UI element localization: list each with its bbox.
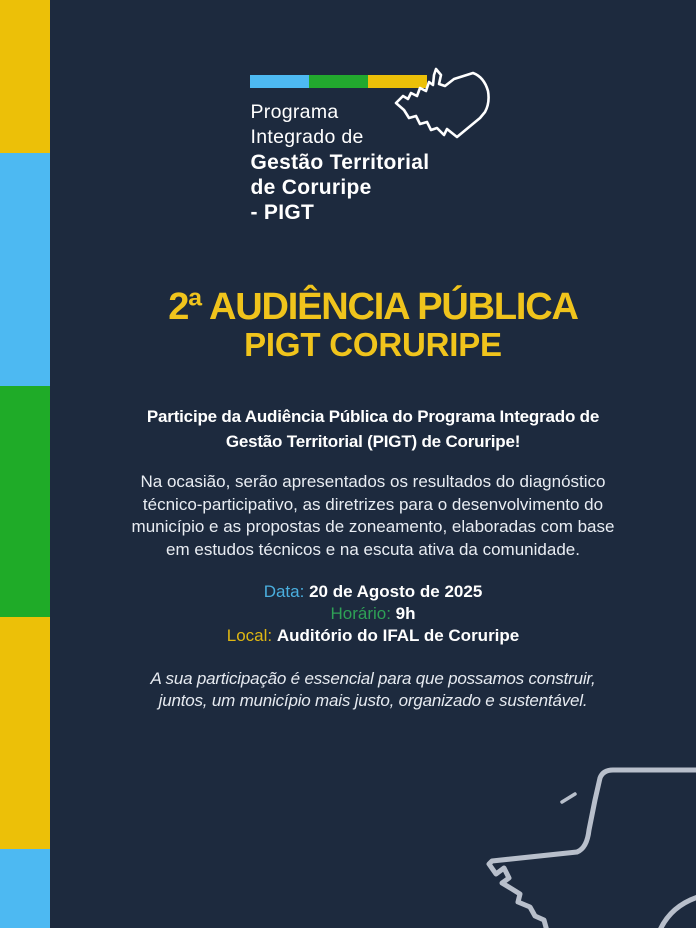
pigt-logo	[250, 60, 497, 222]
stripe-segment-yellow-lower	[0, 617, 50, 849]
closing-line: A sua participação é essencial para que possamos construir,	[150, 669, 596, 688]
logo-line: de Coruripe	[250, 176, 372, 199]
event-details	[50, 581, 696, 647]
detail-row-horario	[50, 603, 696, 625]
stripe-segment-blue-bottom	[0, 849, 50, 928]
body-line: técnico-participativo, as diretrizes para o desenvolvimento do	[142, 494, 604, 514]
stripe-segment-green	[0, 386, 50, 617]
detail-label-horario: Horário:	[330, 604, 391, 623]
intro-line: Participe da Audiência Pública do Programa Integrado de	[146, 407, 600, 426]
ghost-map-outline	[440, 730, 696, 928]
closing-paragraph	[50, 668, 696, 712]
logo-bar-green	[309, 75, 368, 88]
left-color-stripe	[0, 0, 50, 928]
detail-value-data: 20 de Agosto de 2025	[309, 582, 483, 601]
detail-value-horario: 9h	[395, 604, 416, 623]
body-paragraph	[50, 471, 696, 561]
logo-line: Programa	[250, 101, 339, 123]
logo-wordmark	[251, 100, 430, 225]
poster-content	[50, 0, 696, 712]
main-title-line1: 2ª AUDIÊNCIA PÚBLICA	[168, 286, 578, 328]
detail-label-local: Local:	[226, 626, 273, 645]
intro-paragraph	[50, 404, 696, 454]
ghost-map-dash	[562, 794, 575, 802]
body-line: em estudos técnicos e na escuta ativa da comunidade.	[166, 539, 580, 559]
logo-line: Integrado de	[250, 126, 364, 148]
stripe-segment-blue-upper	[0, 153, 50, 386]
logo-bar-blue	[250, 75, 309, 88]
body-line: município e as propostas de zoneamento, elaboradas com base	[131, 517, 615, 536]
logo-line: - PIGT	[250, 201, 315, 224]
detail-row-local	[50, 625, 696, 647]
body-line: Na ocasião, serão apresentados os resultados do diagnóstico	[140, 472, 606, 491]
ghost-map-outline-path	[489, 770, 696, 928]
logo-line: Gestão Territorial	[250, 151, 430, 174]
stripe-segment-yellow-top	[0, 0, 50, 153]
main-title-line2: PIGT CORURIPE	[244, 326, 502, 363]
detail-row-data	[50, 581, 696, 603]
intro-line: Gestão Territorial (PIGT) de Coruripe!	[225, 432, 521, 451]
detail-label-data: Data:	[263, 582, 305, 601]
main-title	[50, 287, 696, 362]
ghost-circle-arc	[660, 897, 696, 928]
closing-line: juntos, um município mais justo, organizado e sustentável.	[158, 691, 588, 710]
detail-value-local: Auditório do IFAL de Coruripe	[276, 626, 520, 645]
